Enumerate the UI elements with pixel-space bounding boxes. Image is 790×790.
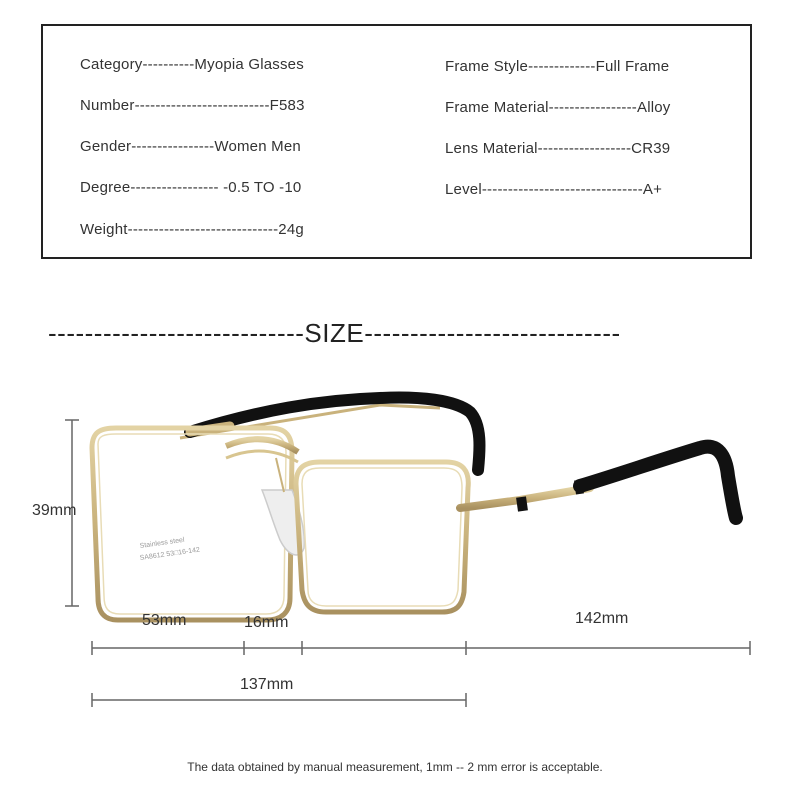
measurement-footnote: The data obtained by manual measurement, 1mm -- 2 mm error is acceptable. [187, 760, 603, 774]
lens-left-frame [92, 428, 292, 620]
frame-print-line2: SA8612 53□16-142 [139, 546, 201, 562]
dim-bridge-label: 16mm [244, 614, 289, 631]
spec-category: Category----------Myopia Glasses [80, 56, 304, 73]
spec-frame-material: Frame Material-----------------Alloy [445, 99, 671, 116]
dim-frame-width-line [92, 693, 466, 707]
spec-number: Number--------------------------F583 [80, 97, 305, 114]
dim-upper-line [92, 641, 750, 655]
temple-tip-front [580, 447, 736, 518]
spec-level: Level-------------------------------A+ [445, 181, 663, 198]
lens-right-frame [296, 462, 468, 612]
spec-lens-material: Lens Material------------------CR39 [445, 140, 671, 157]
spec-frame-style: Frame Style-------------Full Frame [445, 58, 670, 75]
temple-right-front [460, 447, 736, 518]
dim-lens-width-label: 53mm [142, 612, 187, 629]
spec-degree: Degree----------------- -0.5 TO -10 [80, 179, 302, 196]
spec-weight: Weight-----------------------------24g [80, 221, 304, 238]
dim-temple-label: 142mm [575, 610, 629, 627]
frame-print-line1: Stainless steel [139, 536, 185, 550]
spec-gender: Gender----------------Women Men [80, 138, 301, 155]
dim-frame-width-label: 137mm [240, 676, 294, 693]
size-heading: ----------------------------SIZE---------------------------- [48, 318, 621, 348]
dim-lens-height-label: 39mm [32, 502, 77, 519]
